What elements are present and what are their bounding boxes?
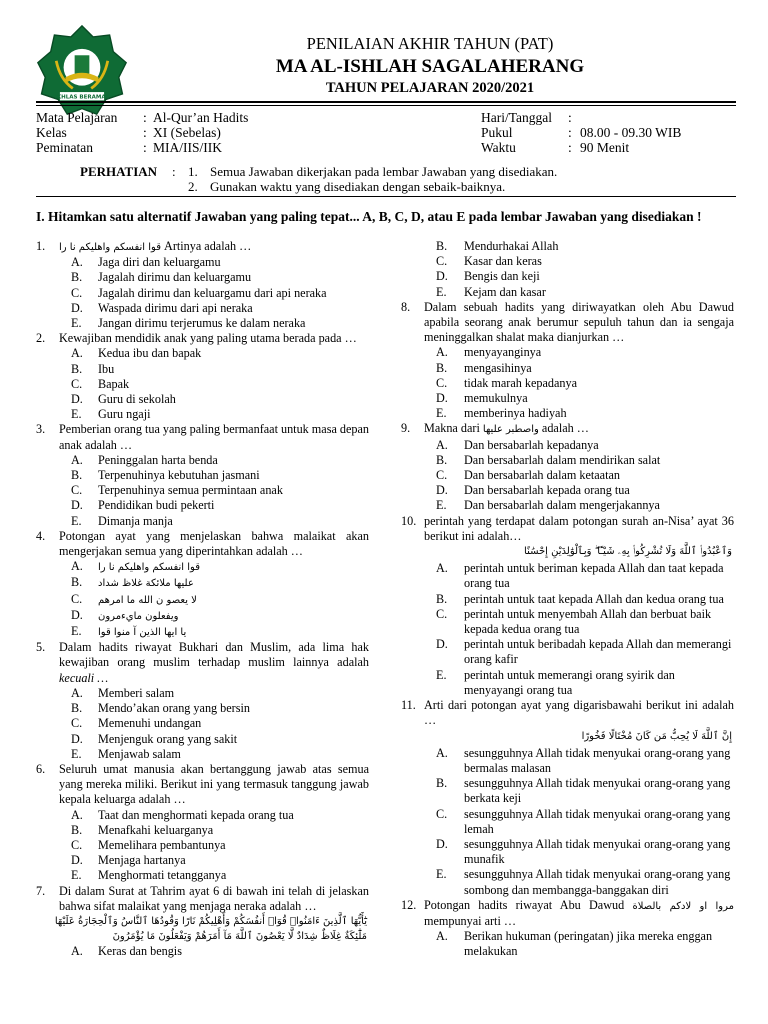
question-text: Dalam sebuah hadits yang diriwayatkan oleh Abu Dawud apabila seorang anak berumur sepuluh tahun dan ia sengaja meninggalkan shalat maka dianjurkan … — [424, 299, 734, 345]
option-b: B. Menafkahi keluarganya — [71, 822, 214, 837]
exam-title: PENILAIAN AKHIR TAHUN (PAT) — [306, 34, 554, 53]
quran-verse-line: مَلَٰٓئِكَةٌ غِلَاظٌ شِدَادٌ لَّا يَعْصُونَ ٱللَّهَ مَآ أَمَرَهُمْ وَيَفْعَلُونَ مَا يُؤْمَرُونَ — [112, 931, 367, 943]
option-d: D. Bengis dan keji — [436, 269, 540, 284]
option-b: B. Jagalah dirimu dan keluargamu — [71, 270, 252, 285]
option-d: D. memukulnya — [436, 391, 528, 406]
option-e: E. يا ايها الذين آ منوا قوا — [71, 624, 187, 639]
question-text: adalah … — [541, 421, 589, 436]
question-2 — [36, 331, 369, 346]
question-3 — [36, 422, 369, 452]
info-label-subject: Mata Pelajaran — [36, 110, 118, 125]
option-e: E. Jangan dirimu terjerumus ke dalam neraka — [71, 316, 306, 331]
option-d: D. Dan bersabarlah kepada orang tua — [436, 483, 630, 498]
arabic-text: قوا انفسكم واهليكم نا را — [59, 242, 161, 253]
info-label-time: Pukul — [481, 125, 513, 140]
option-a: A. قوا انفسكم واهليكم نا را — [71, 559, 200, 574]
question-emphasis: kecuali … — [59, 670, 109, 685]
info-value-subject: Al-Qur’an Hadits — [153, 110, 249, 125]
option-e: E. sesungguhnya Allah tidak menyukai orang-orang yang sombong dan membangga-banggakan diri — [436, 867, 731, 897]
question-10 — [401, 514, 734, 544]
school-name: MA AL-ISHLAH SAGALAHERANG — [275, 56, 585, 77]
section-rule — [36, 196, 736, 197]
question-text: perintah yang terdapat dalam potongan surah an-Nisa’ ayat 36 berikut ini adalah… — [424, 513, 734, 543]
option-a: A. Keras dan bengis — [71, 944, 182, 959]
option-b: B. Mendo’akan orang yang bersin — [71, 701, 250, 716]
option-b: B. عليها ملائكة غلاظ شداد — [71, 575, 194, 590]
logo-motto: IKHLAS BERAMAL — [54, 94, 110, 101]
option-b: B. sesungguhnya Allah tidak menyukai orang-orang yang berkata keji — [436, 776, 731, 806]
question-text: Potongan hadits riwayat Abu Dawud — [424, 897, 625, 912]
header-rule-thick — [36, 101, 736, 103]
question-5 — [36, 640, 369, 686]
questions-column-left — [36, 239, 369, 960]
question-number: 5. — [36, 640, 46, 655]
quran-verse-line: إِنَّ ٱللَّهَ لَا يُحِبُّ مَن كَانَ مُخْتَالًا فَخُورًا — [581, 730, 732, 742]
option-d: D. Waspada dirimu dari api neraka — [71, 300, 253, 315]
option-b: B. Terpenuhinya kebutuhan jasmani — [71, 468, 260, 483]
perhatian-label: PERHATIAN — [80, 164, 158, 179]
option-d: D. ويفعلون مايءمرون — [71, 607, 179, 622]
option-e: E. Dan bersabarlah dalam mengerjakannya — [436, 498, 660, 513]
question-number: 3. — [36, 422, 46, 437]
info-value-time: 08.00 - 09.30 WIB — [580, 125, 682, 140]
question-7 — [36, 884, 369, 914]
option-d: D. Menjenguk orang yang sakit — [71, 731, 238, 746]
quran-verse-line: وَٱعْبُدُوا۟ ٱللَّهَ وَلَا تُشْرِكُوا۟ بِهِۦ شَيْـًٔا ۖ وَبِٱلْوَٰلِدَيْنِ إِحْسَٰنًا — [524, 546, 732, 558]
question-9 — [401, 421, 734, 437]
info-colon: : — [143, 125, 147, 140]
academic-year: TAHUN PELAJARAN 2020/2021 — [325, 80, 535, 96]
question-text: Artinya adalah … — [164, 239, 252, 253]
question-number: 10. — [401, 513, 417, 528]
option-a: A. Peninggalan harta benda — [71, 452, 218, 467]
info-colon: : — [143, 110, 147, 125]
option-a: A. sesungguhnya Allah tidak menyukai orang-orang yang bermalas malasan — [436, 745, 731, 775]
option-a: A. Berikan hukuman (peringatan) jika mereka enggan melakukan — [436, 929, 713, 959]
option-b: B. Ibu — [71, 361, 115, 376]
option-c: C. Bapak — [71, 376, 130, 391]
perhatian-colon: : — [172, 164, 176, 179]
perhatian-item-1: Semua Jawaban dikerjakan pada lembar Jawaban yang disediakan. — [210, 164, 558, 179]
option-b: B. perintah untuk taat kepada Allah dan kedua orang tua — [436, 591, 724, 606]
question-number: 6. — [36, 761, 46, 776]
option-a: A. Taat dan menghormati kepada orang tua — [71, 807, 294, 822]
question-text: Kewajiban mendidik anak yang paling utama berada pada … — [59, 331, 357, 346]
perhatian-num-1: 1. — [188, 164, 198, 179]
option-d: D. sesungguhnya Allah tidak menyukai orang-orang yang munafik — [436, 836, 731, 867]
question-number: 9. — [401, 421, 411, 436]
option-c: C. Dan bersabarlah dalam ketaatan — [436, 468, 620, 483]
question-number: 8. — [401, 299, 411, 314]
info-colon: : — [568, 125, 572, 140]
option-a: A. Memberi salam — [71, 685, 175, 700]
question-text: Arti dari potongan ayat yang digarisbawahi berikut ini adalah … — [424, 698, 734, 728]
option-a: A. perintah untuk beriman kepada Allah dan taat kepada orang tua — [436, 561, 724, 591]
info-label-duration: Waktu — [481, 140, 516, 155]
question-number: 4. — [36, 528, 46, 543]
option-d: D. Pendidikan budi pekerti — [71, 498, 215, 513]
header-rule-thin — [36, 105, 736, 106]
info-colon: : — [143, 140, 147, 155]
info-value-class: XI (Sebelas) — [153, 125, 221, 140]
option-c: C. Terpenuhinya semua permintaan anak — [71, 483, 283, 498]
option-c: C. sesungguhnya Allah tidak menyukai orang-orang yang lemah — [436, 806, 731, 836]
option-e: E. Menghormati tetangganya — [71, 868, 227, 883]
option-e: E. memberinya hadiyah — [436, 406, 567, 421]
info-label-track: Peminatan — [36, 140, 93, 155]
option-c: C. Kasar dan keras — [436, 254, 542, 269]
option-e: E. perintah untuk memerangi orang syirik dan menyayangi orang tua — [436, 667, 675, 697]
option-b: B. Dan bersabarlah dalam mendirikan salat — [436, 452, 661, 467]
option-e: E. Menjawab salam — [71, 746, 181, 761]
option-a: A. Jaga diri dan keluargamu — [71, 255, 221, 270]
question-8 — [401, 300, 734, 346]
perhatian-item-2: Gunakan waktu yang disediakan dengan sebaik-baiknya. — [210, 179, 506, 194]
question-number: 12. — [401, 897, 417, 912]
option-b: B. mengasihinya — [436, 360, 532, 375]
option-d: D. Guru di sekolah — [71, 392, 176, 407]
section-instruction: I. Hitamkan satu alternatif Jawaban yang paling tepat... A, B, C, D, atau E pada lembar Jawaban yang disediakan ! — [36, 209, 702, 224]
option-e: E. Kejam dan kasar — [436, 284, 546, 299]
info-colon: : — [568, 110, 572, 125]
question-number: 11. — [401, 698, 416, 713]
question-text: Pemberian orang tua yang paling bermanfaat untuk masa depan anak adalah … — [59, 422, 369, 452]
option-d: D. perintah untuk beribadah kepada Allah dan memerangi orang kafir — [436, 637, 732, 667]
question-text: Seluruh umat manusia akan bertanggung jawab atas semua yang mereka miliki. Berikut ini yang termasuk tanggung jawab kepala keluarga adalah … — [59, 761, 369, 807]
question-text: mempunyai arti … — [424, 913, 517, 928]
option-a: A. Kedua ibu dan bapak — [71, 346, 202, 361]
option-e: E. Dimanja manja — [71, 513, 173, 528]
question-number: 2. — [36, 331, 46, 346]
option-c: C. perintah untuk menyembah Allah dan berbuat baik kepada kedua orang tua — [436, 606, 712, 637]
question-text: Makna dari — [424, 421, 480, 436]
perhatian-num-2: 2. — [188, 179, 198, 194]
question-11 — [401, 698, 734, 728]
question-text: Di dalam Surat at Tahrim ayat 6 di bawah ini telah di jelaskan bahwa sifat malaikat yang menjaga neraka adalah … — [59, 883, 369, 913]
option-a: A. Dan bersabarlah kepadanya — [436, 437, 599, 452]
option-b: B. Mendurhakai Allah — [436, 239, 559, 253]
info-label-date: Hari/Tanggal — [481, 110, 553, 125]
arabic-text: مروا او لادكم بالصلاة — [632, 900, 735, 912]
question-12 — [401, 898, 734, 929]
option-c: C. Jagalah dirimu dan keluargamu dari api neraka — [71, 285, 327, 300]
question-6 — [36, 762, 369, 808]
info-label-class: Kelas — [36, 125, 67, 140]
questions-column-right — [401, 239, 734, 960]
option-c: C. لا يعصو ن الله ما امرهم — [71, 591, 197, 606]
info-colon: : — [568, 140, 572, 155]
quran-verse-line: يَٰٓأَيُّهَا ٱلَّذِينَ ءَامَنُوا۟ قُوٓا۟ أَنفُسَكُمْ وَأَهْلِيكُمْ نَارًا وَقُودُهَا ٱلنَّاسُ وَٱلْحِجَارَةُ عَلَيْهَا — [54, 915, 367, 927]
info-value-duration: 90 Menit — [580, 140, 630, 155]
question-number: 1. — [36, 239, 46, 253]
question-1 — [36, 239, 369, 255]
question-text: Dalam hadits riwayat Bukhari dan Muslim, ada lima hak kewajiban orang muslim terhadap muslim lainnya adalah — [59, 640, 369, 670]
info-value-track: MIA/IIS/IIK — [153, 140, 222, 155]
option-d: D. Menjaga hartanya — [71, 853, 186, 868]
question-4 — [36, 529, 369, 559]
question-text: Potongan ayat yang menjelaskan bahwa malaikat akan mengerjakan semua yang diperintahkan adalah … — [59, 528, 369, 559]
question-number: 7. — [36, 883, 46, 898]
option-a: A. menyayanginya — [436, 345, 542, 360]
arabic-text: واصطبر عليها — [482, 424, 539, 436]
option-c: C. Memenuhi undangan — [71, 716, 202, 731]
option-e: E. Guru ngaji — [71, 407, 151, 422]
option-c: C. Memelihara pembantunya — [71, 837, 226, 852]
option-c: C. tidak marah kepadanya — [436, 375, 578, 390]
